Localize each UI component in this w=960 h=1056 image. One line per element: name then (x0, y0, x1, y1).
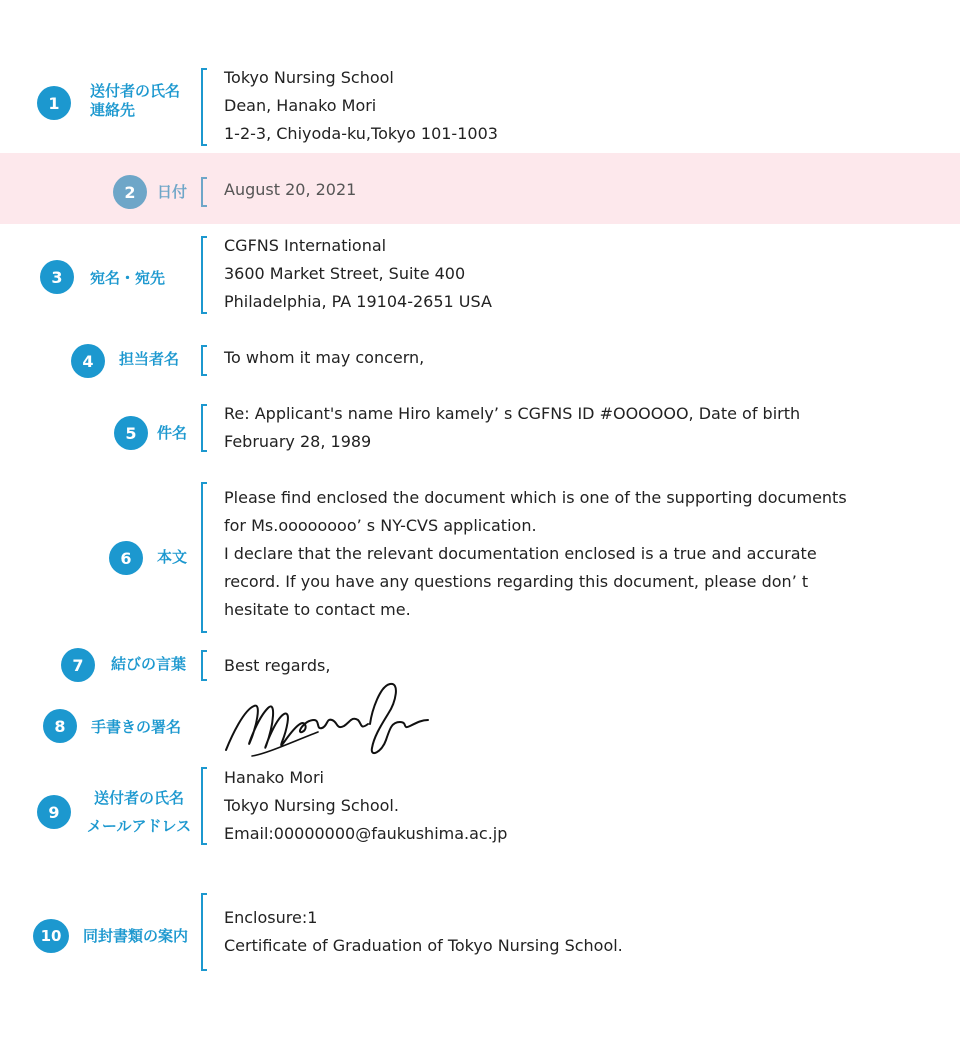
date-text: August 20, 2021 (224, 180, 357, 199)
section-number-badge: 6 (109, 541, 143, 575)
salutation-text: To whom it may concern, (224, 348, 425, 367)
section-bracket (201, 482, 207, 633)
section-label: 担当者名 (119, 350, 180, 368)
section-label: 結びの言葉 (111, 655, 187, 673)
section-label: 宛名・宛先 (90, 269, 166, 287)
sender-signature-block: Hanako Mori Tokyo Nursing School. Email:00000000@faukushima.ac.jp (224, 768, 508, 843)
section-bracket (201, 767, 207, 845)
subject-text: Re: Applicant's name Hiro kamely’ s CGFNS ID #OOOOOO, Date of birth February 28, 1989 (224, 404, 801, 451)
section-number-badge: 3 (40, 260, 74, 294)
section-number-badge: 4 (71, 344, 105, 378)
section-label: 送付者の氏名 メールアドレス (86, 789, 192, 835)
body-text: Please find enclosed the document which is one of the supporting documents for Ms.oooooooo’ s NY-CVS application. I declare that the relevant documentation enclosed is a true and accurate record. If you have any questions regarding this document, please don’ t hesitate to contact me. (224, 488, 847, 619)
section-number-badge: 2 (113, 175, 147, 209)
section-bracket (201, 345, 207, 376)
recipient-address-block: CGFNS International 3600 Market Street, Suite 400 Philadelphia, PA 19104-2651 USA (224, 236, 492, 311)
handwritten-signature (222, 680, 432, 764)
section-bracket (201, 893, 207, 971)
section-number-badge: 8 (43, 709, 77, 743)
section-label: 件名 (157, 424, 188, 442)
section-bracket (201, 650, 207, 681)
closing-text: Best regards, (224, 656, 331, 675)
section-label: 日付 (157, 183, 188, 201)
section-number-badge: 7 (61, 648, 95, 682)
section-bracket (201, 177, 207, 207)
enclosure-text: Enclosure:1 Certificate of Graduation of Tokyo Nursing School. (224, 908, 623, 955)
section-number-badge: 5 (114, 416, 148, 450)
section-bracket (201, 68, 207, 146)
section-bracket (201, 404, 207, 452)
section-label: 手書きの署名 (91, 718, 182, 736)
section-number-badge: 10 (33, 919, 69, 953)
section-label: 同封書類の案内 (83, 927, 189, 945)
section-number-badge: 9 (37, 795, 71, 829)
section-bracket (201, 236, 207, 314)
sender-address-block: Tokyo Nursing School Dean, Hanako Mori 1-2-3, Chiyoda-ku,Tokyo 101-1003 (224, 68, 498, 143)
section-label: 本文 (157, 548, 188, 566)
section-number-badge: 1 (37, 86, 71, 120)
section-label: 送付者の氏名 連絡先 (90, 82, 181, 119)
